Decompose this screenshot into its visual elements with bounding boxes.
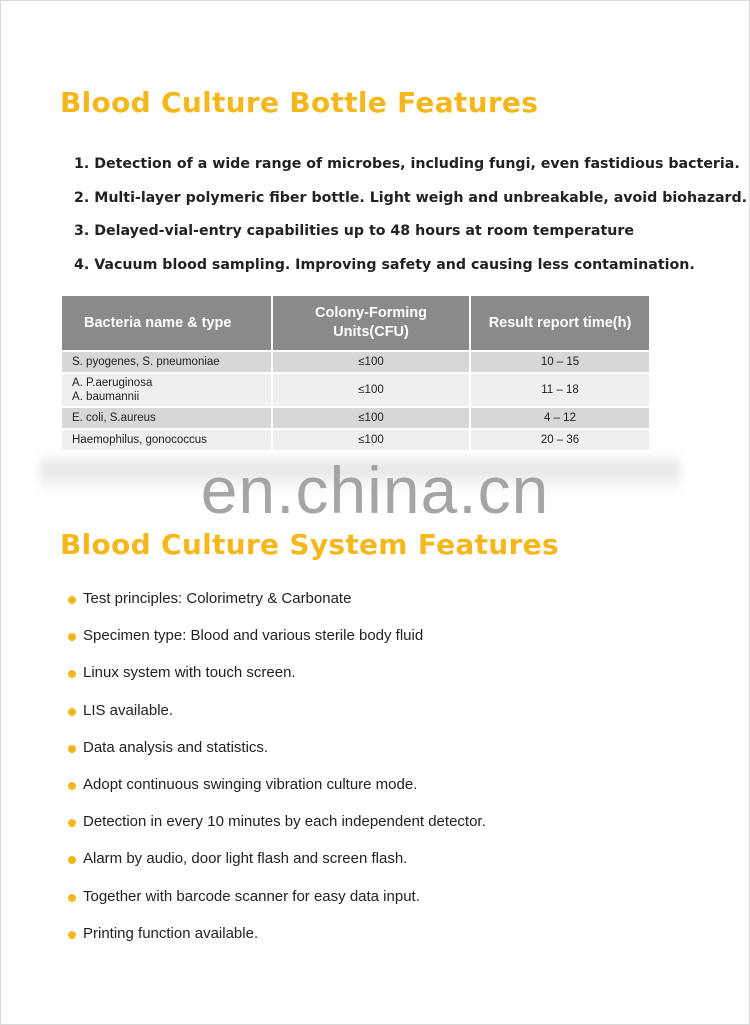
bacteria-name-cell: E. coli, S.aureus <box>62 407 272 429</box>
system-feature-item <box>68 627 486 664</box>
system-feature-item <box>68 702 486 739</box>
system-feature-item <box>68 664 486 701</box>
bullet-dot-icon <box>68 856 76 864</box>
bullet-dot-icon <box>68 782 76 790</box>
header-report-time: Result report time(h) <box>470 296 649 351</box>
system-feature-text: Detection in every 10 minutes by each independent detector. <box>83 813 486 831</box>
bottle-features-title: Blood Culture Bottle Features <box>60 86 539 119</box>
table-row <box>62 373 649 407</box>
system-feature-item <box>68 590 486 627</box>
report-time-cell: 4 – 12 <box>470 407 649 429</box>
system-feature-text: Data analysis and statistics. <box>83 738 269 756</box>
bullet-dot-icon <box>68 670 76 678</box>
report-time-cell: 20 – 36 <box>470 429 649 450</box>
table-row <box>62 407 649 429</box>
report-time-cell: 11 – 18 <box>470 373 649 407</box>
cfu-cell: ≤100 <box>272 373 470 407</box>
watermark: en.china.cn <box>200 453 550 527</box>
cfu-cell: ≤100 <box>272 407 470 429</box>
bacteria-name-cell: Haemophilus, gonococcus <box>62 429 272 450</box>
system-feature-item <box>68 739 486 776</box>
system-feature-text: Specimen type: Blood and various sterile body fluid <box>83 627 424 645</box>
system-feature-text: LIS available. <box>83 701 174 719</box>
system-feature-text: Linux system with touch screen. <box>83 664 296 682</box>
cfu-cell: ≤100 <box>272 351 470 373</box>
system-feature-text: Test principles: Colorimetry & Carbonate <box>83 590 352 607</box>
bottle-features-list <box>74 154 747 288</box>
system-feature-item <box>68 850 486 887</box>
system-feature-text: Together with barcode scanner for easy data input. <box>83 887 420 905</box>
table-row <box>62 429 649 450</box>
bacteria-table <box>62 296 649 451</box>
bullet-dot-icon <box>68 708 76 716</box>
bacteria-name-line: A. baumannii <box>72 391 140 403</box>
bottle-feature-item: 2. Multi-layer polymeric fiber bottle. Light weigh and unbreakable, avoid biohazard. <box>74 189 748 206</box>
bottle-feature-item: 4. Vacuum blood sampling. Improving safety and causing less contamination. <box>74 256 695 273</box>
header-bacteria-name: Bacteria name & type <box>62 296 272 351</box>
bottle-feature-item: 1. Detection of a wide range of microbes, including fungi, even fastidious bacteria. <box>74 156 740 172</box>
system-feature-item <box>68 925 486 962</box>
header-cfu: Colony-Forming Units(CFU) <box>272 296 470 351</box>
bullet-dot-icon <box>68 931 76 939</box>
system-features-title: Blood Culture System Features <box>60 528 559 561</box>
system-feature-item <box>68 776 486 813</box>
system-feature-text: Alarm by audio, door light flash and screen flash. <box>83 850 408 868</box>
bacteria-name-cell <box>62 373 272 407</box>
system-feature-item <box>68 888 486 925</box>
table-row <box>62 351 649 373</box>
bullet-dot-icon <box>68 633 76 641</box>
bullet-dot-icon <box>68 894 76 902</box>
bullet-dot-icon <box>68 745 76 753</box>
bacteria-name-cell: S. pyogenes, S. pneumoniae <box>62 351 272 373</box>
system-features-list <box>68 590 486 962</box>
cfu-cell: ≤100 <box>272 429 470 450</box>
bullet-dot-icon <box>68 819 76 827</box>
system-feature-item <box>68 813 486 850</box>
bullet-dot-icon <box>68 596 76 604</box>
system-feature-text: Printing function available. <box>83 924 259 942</box>
system-feature-text: Adopt continuous swinging vibration culture mode. <box>83 775 418 793</box>
bottle-feature-item: 3. Delayed-vial-entry capabilities up to 48 hours at room temperature <box>74 223 634 240</box>
bacteria-name-line: A. P.aeruginosa <box>72 377 153 389</box>
report-time-cell: 10 – 15 <box>470 351 649 373</box>
